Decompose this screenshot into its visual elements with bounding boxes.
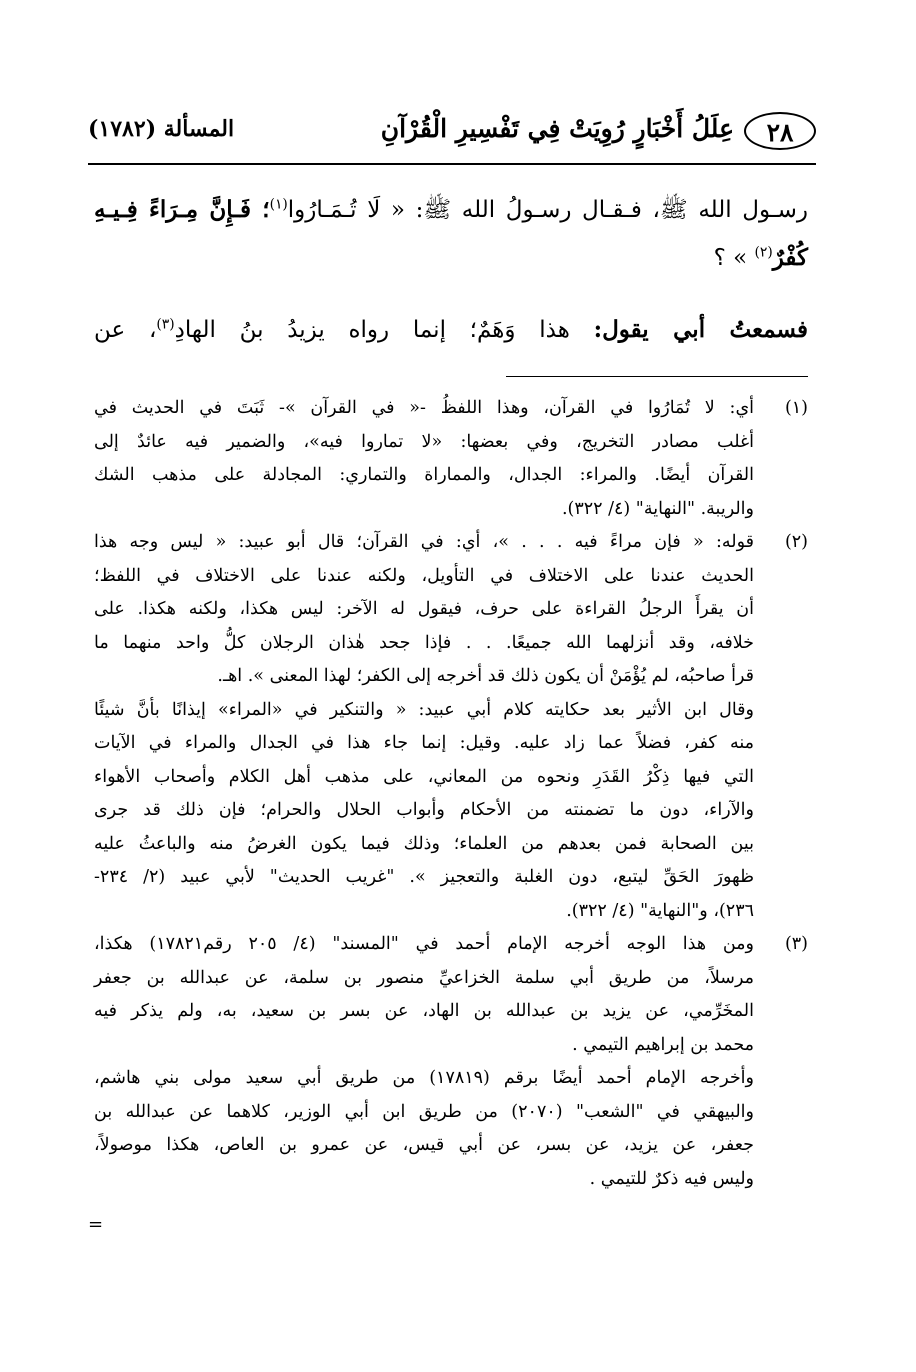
footnote-line: القرآن أيضًا. والمراء: الجدال، والمماراة والتماري: المجادلة على مذهب الشك (94, 465, 754, 485)
footnote-line: محمد بن إبراهيم التيمي . (572, 1034, 754, 1055)
footnote-separator (506, 376, 808, 377)
footnote-line: وليس فيه ذكرٌ للتيمي . (589, 1168, 754, 1189)
footnote-line: التي فيها ذِكْرُ القَدَرِ ونحوه من المعاني، على مذهب أهل الكلام وأصحاب الأهواء (94, 766, 754, 787)
footnote-1 (94, 392, 808, 526)
header-rule (88, 163, 816, 165)
issue-label: المسألة (١٧٨٢) (88, 116, 235, 142)
footnote-line: أي: لا تُمَارُوا في القرآن، وهذا اللفظُ -« في القرآن »- ثَبَتَ في الحديث في (94, 398, 754, 418)
book-title: عِلَلُ أَخْبَارٍ رُوِيَتْ فِي تَفْسِيرِ الْقُرْآنِ (380, 114, 734, 143)
footnote-2 (94, 526, 808, 928)
footnote-ref-1: (١) (269, 196, 288, 213)
page-header (88, 110, 816, 160)
main-line-3: فسمعتُ أبي يقول: هذا وَهَمٌ؛ إنما رواه يزيدُ بنُ الهادِ$^{(٣)}$، عن (94, 316, 809, 343)
continuation-mark: = (88, 1214, 104, 1235)
footnote-line: ٢٣٦)، و"النهاية" (٤/ ٣٢٢). (566, 900, 754, 921)
footnote-number: (٣) (784, 934, 808, 954)
footnote-number: (٢) (784, 532, 808, 552)
main-line-2: كُفْرٌ$^{(٢)}$ » ؟ (713, 244, 808, 271)
footnote-line: قوله: « فإن مراءً فيه . . . »، أي: في القرآن؛ قال أبو عبيد: « ليس وجه هذا (94, 532, 754, 552)
footnote-line: بين الصحابة فمن بعدهم من العلماء؛ وذلك فيما يكون الغرضُ منه والباعثُ عليه (94, 833, 754, 854)
footnote-line: وأخرجه الإمام أحمد أيضًا برقم (١٧٨١٩) من طريق أبي سعيد مولى بني هاشم، (94, 1068, 754, 1088)
footnote-3 (94, 928, 808, 1196)
main-text-2 (94, 306, 808, 354)
footnote-number: (١) (784, 398, 808, 418)
footnotes (94, 392, 808, 1196)
footnote-line: أن يقرأَ الرجلُ القراءة على حرف، فيقول له الآخر: ليس هكذا، ولكنه هكذا. على (94, 599, 754, 619)
footnote-line: والريبة. "النهاية" (٤/ ٣٢٢). (561, 498, 754, 519)
footnote-line: جعفر، عن يزيد، عن بسر، عن أبي قيس، عن عمرو بن العاص، هكذا موصولاً، (94, 1135, 754, 1155)
footnote-line: منه كفر، فضلاً عما زاد عليه. وقيل: إنما جاء هذا في الجدال والمراء في الآيات (94, 733, 754, 753)
footnote-line: قرأ صاحبُه، لم يُؤْمَنْ أن يكون ذلك قد أخرجه إلى الكفر؛ لهذا المعنى ». اهـ. (217, 666, 754, 686)
page-number: ٢٨ (744, 112, 816, 150)
footnote-line: والآراء، دون ما تضمنته من الأحكام وأبواب الحلال والحرام؛ فإن ذلك قد جرى (94, 800, 754, 820)
main-text (94, 186, 808, 282)
footnote-ref-2: (٢) (754, 244, 773, 261)
footnote-line: وقال ابن الأثير بعد حكايته كلام أبي عبيد: « والتنكير في «المراء» إيذانًا بأنَّ شيئًا (94, 699, 754, 720)
main-line-1: رسـول الله ﷺ، فـقـال رسـولُ الله ﷺ: « لَا تُـمَـارُوا$^{(١)}$؛ فَـإِنَّ مِـرَاءً فِـيـهِ (94, 196, 808, 223)
footnote-line: أغلب مصادر التخريج، وفي بعضها: «لا تماروا فيه»، والضمير فيه عائدٌ إلى (94, 431, 754, 452)
footnote-line: ظهورَ الحَقِّ ليتبع، دون الغلبة والتعجيز ». "غريب الحديث" لأبي عبيد (٢/ ٢٣٤- (94, 867, 754, 887)
footnote-line: المخَرِّمي، عن يزيد بن عبدالله بن الهاد، عن بسر بن سعيد، به، ولم يذكر فيه (94, 1001, 754, 1021)
footnote-line: ومن هذا الوجه أخرجه الإمام أحمد في "المسند" (٤/ ٢٠٥ رقم١٧٨٢١) هكذا، (94, 934, 755, 954)
footnote-ref-3: (٣) (156, 316, 175, 333)
footnote-line: خلافه، وقد أنزلهما الله جميعًا. . . فإذا جحد هٰذان الرجلان كلُّ واحد منهما ما (94, 632, 754, 653)
footnote-line: الحديث عندنا على الاختلاف في التأويل، ولكنه عندنا على الاختلاف في اللفظ؛ (94, 565, 754, 586)
footnote-line: مرسلاً، من طريق أبي سلمة الخزاعيِّ منصور بن سلمة، عن عبدالله بن جعفر (94, 967, 754, 988)
footnote-line: والبيهقي في "الشعب" (٢٠٧٠) من طريق ابن أبي الوزير، كلاهما عن عبدالله بن (94, 1101, 754, 1122)
